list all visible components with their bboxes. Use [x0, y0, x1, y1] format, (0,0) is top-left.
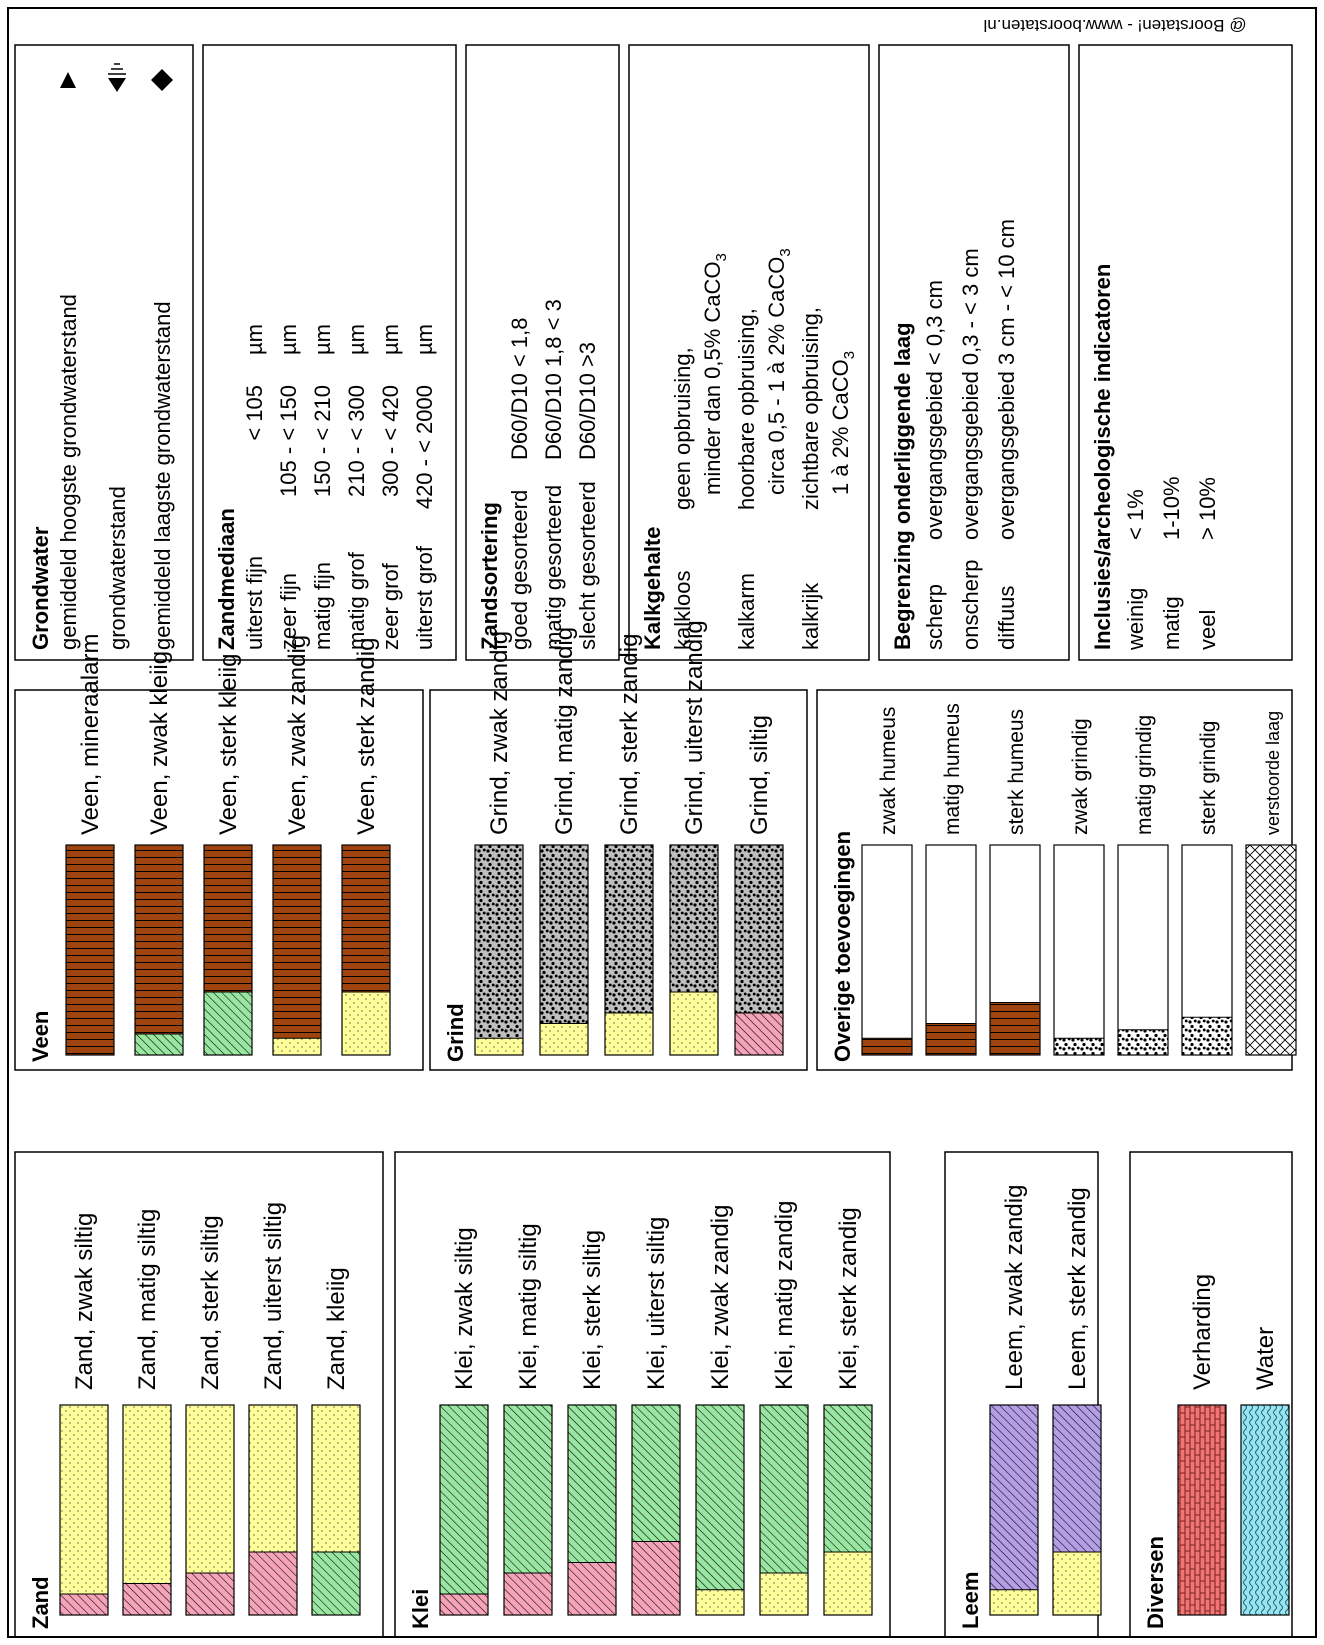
item-label: Grind, siltig [746, 714, 773, 835]
column-body-pattern [204, 845, 252, 992]
grondwater-label: grondwaterstand [105, 486, 130, 650]
column-overig-pattern [1182, 1017, 1232, 1055]
credit-text: @ Boorstaten! - www.boorstaten.nl [983, 16, 1247, 35]
panel-begrenzing [879, 45, 1069, 660]
column-body-pattern [1053, 1405, 1101, 1552]
column-klei [760, 1405, 808, 1615]
item-label: Leem, zwak zandig [1001, 1184, 1028, 1390]
zandsortering-name: goed gesorteerd [507, 489, 532, 650]
item-label: Veen, zwak kleiig [146, 650, 173, 835]
column-veen [66, 845, 114, 1055]
column-diversen-pattern [1241, 1405, 1289, 1615]
column-overig-pattern [990, 1003, 1040, 1056]
inclusies-value: 1-10% [1159, 476, 1184, 540]
column-grind [605, 845, 653, 1055]
panel-grondwater-title: Grondwater [28, 526, 53, 650]
column-grind [735, 845, 783, 1055]
panel-veen [15, 634, 423, 1070]
zandmediaan-unit: µm [310, 323, 335, 355]
inclusies-name: matig [1159, 596, 1184, 650]
column-top-pattern [1053, 1552, 1101, 1615]
column-leem [990, 1405, 1038, 1615]
water-level-icon [108, 64, 126, 92]
kalkgehalte-amount: minder dan 0,5% CaCO$_3$ [700, 253, 730, 495]
item-label: sterk humeus [1005, 708, 1028, 835]
zandmediaan-unit: µm [344, 323, 369, 355]
item-label: Klei, sterk zandig [835, 1207, 862, 1390]
column-top-pattern [540, 1024, 588, 1056]
zandmediaan-range: 150 - < 210 [310, 385, 335, 497]
item-label: Zand, uiterst siltig [260, 1201, 287, 1390]
kalkgehalte-name: kalkarm [734, 572, 759, 650]
panel-kalkgehalte-title: Kalkgehalte [640, 526, 665, 650]
panel-klei-title: Klei [408, 1588, 433, 1629]
column-klei [632, 1405, 680, 1615]
column-overig-pattern [1054, 1038, 1104, 1055]
column-body-pattern [66, 845, 114, 1055]
grondwater-label: gemiddeld hoogste grondwaterstand [56, 294, 81, 650]
column-grind [475, 845, 523, 1055]
column-klei [504, 1405, 552, 1615]
diamond-icon [151, 69, 173, 91]
item-label: Klei, matig zandig [771, 1200, 798, 1390]
column-zand [312, 1405, 360, 1615]
column-top-pattern [204, 992, 252, 1055]
item-label: Zand, kleiig [323, 1267, 350, 1390]
kalkgehalte-amount: 1 à 2% CaCO$_3$ [828, 350, 858, 495]
begrenzing-value: overgangsgebied < 0,3 cm [922, 280, 947, 540]
column-overig-pattern [926, 1024, 976, 1056]
inclusies-value: > 10% [1195, 477, 1220, 540]
item-label: Veen, sterk zandig [353, 637, 380, 835]
kalkgehalte-amount: circa 0,5 - 1 à 2% CaCO$_3$ [764, 248, 794, 495]
column-zand [60, 1405, 108, 1615]
panel-diversen [1130, 1152, 1292, 1637]
item-label: Grind, uiterst zandig [681, 620, 708, 835]
column-top-pattern [135, 1034, 183, 1055]
panel-zandsortering-title: Zandsortering [477, 502, 502, 650]
column-zand [186, 1405, 234, 1615]
zandsortering-value: D60/D10 < 1,8 [507, 317, 532, 460]
column-top-pattern [632, 1542, 680, 1616]
panel-zand [15, 1152, 383, 1637]
column-top-pattern [312, 1552, 360, 1615]
begrenzing-value: overgangsgebied 0,3 - < 3 cm [958, 248, 983, 540]
zandmediaan-range: 210 - < 300 [344, 385, 369, 497]
begrenzing-name: diffuus [994, 585, 1019, 650]
item-label: zwak humeus [877, 706, 900, 835]
item-label: Klei, matig siltig [515, 1223, 542, 1390]
panel-inclusies-title: Inclusies/archeologische indicatoren [1090, 263, 1115, 650]
column-klei [824, 1405, 872, 1615]
panel-grind [430, 620, 807, 1070]
panel-leem [945, 1152, 1101, 1637]
item-label: Veen, sterk kleiig [215, 653, 242, 835]
column-body-pattern [60, 1405, 108, 1594]
column-overig-fill [1246, 845, 1296, 1055]
column-body-pattern [735, 845, 783, 1013]
item-label: Veen, mineraalarm [77, 633, 104, 835]
column-zand [249, 1405, 297, 1615]
panel-kalkgehalte [629, 45, 869, 660]
column-body-pattern [824, 1405, 872, 1552]
column-leem [1053, 1405, 1101, 1615]
grondwater-label: gemiddeld laagste grondwaterstand [150, 301, 175, 650]
column-body-pattern [670, 845, 718, 992]
inclusies-name: weinig [1123, 587, 1148, 650]
item-label: Klei, zwak zandig [707, 1204, 734, 1390]
triangle-icon [60, 72, 76, 88]
panel-leem-title: Leem [958, 1571, 983, 1629]
column-overig-base [1118, 845, 1168, 1055]
item-label: Grind, matig zandig [551, 626, 578, 835]
column-body-pattern [504, 1405, 552, 1573]
column-veen [342, 845, 390, 1055]
item-label: Zand, sterk siltig [197, 1215, 224, 1390]
column-klei [568, 1405, 616, 1615]
panel-inclusies [1079, 45, 1292, 660]
kalkgehalte-name: kalkrijk [798, 582, 823, 650]
column-body-pattern [632, 1405, 680, 1542]
column-veen [273, 845, 321, 1055]
column-grind [540, 845, 588, 1055]
column-body-pattern [249, 1405, 297, 1552]
panel-klei [395, 1152, 890, 1637]
item-label: Water [1252, 1326, 1279, 1390]
column-top-pattern [990, 1590, 1038, 1615]
column-top-pattern [273, 1038, 321, 1055]
panel-overige-toevoegingen [817, 690, 1296, 1070]
column-body-pattern [342, 845, 390, 992]
column-klei [440, 1405, 488, 1615]
zandmediaan-unit: µm [412, 323, 437, 355]
column-zand [123, 1405, 171, 1615]
zandmediaan-name: uiterst fijn [242, 555, 267, 650]
item-label: Klei, uiterst siltig [643, 1216, 670, 1390]
item-label: zwak grindig [1069, 718, 1092, 835]
column-body-pattern [123, 1405, 171, 1584]
column-top-pattern [568, 1563, 616, 1616]
column-veen [204, 845, 252, 1055]
panel-veen-title: Veen [28, 1010, 53, 1062]
column-body-pattern [990, 1405, 1038, 1590]
zandmediaan-range: 420 - < 2000 [412, 385, 437, 510]
item-label: Verharding [1189, 1273, 1216, 1390]
item-label: matig grindig [1133, 714, 1156, 835]
panel-grind-title: Grind [443, 1003, 468, 1062]
column-body-pattern [540, 845, 588, 1024]
kalkgehalte-description: zichtbare opbruising, [798, 306, 823, 510]
zandmediaan-name: zeer grof [378, 563, 403, 650]
column-body-pattern [273, 845, 321, 1038]
column-top-pattern [824, 1552, 872, 1615]
inclusies-name: veel [1195, 609, 1220, 650]
column-top-pattern [249, 1552, 297, 1615]
zandsortering-name: slecht gesorteerd [575, 481, 600, 650]
zandmediaan-range: 105 - < 150 [276, 385, 301, 497]
item-label: sterk grindig [1197, 720, 1220, 835]
legend-content [15, 45, 1296, 1637]
column-grind [670, 845, 718, 1055]
zandmediaan-name: matig fijn [310, 561, 335, 650]
column-top-pattern [670, 992, 718, 1055]
column-overig-pattern [862, 1038, 912, 1055]
zandmediaan-unit: µm [276, 323, 301, 355]
column-top-pattern [605, 1013, 653, 1055]
kalkgehalte-subscript: 3 [841, 350, 858, 360]
panel-overig-title: Overige toevoegingen [830, 830, 855, 1062]
item-label: Veen, zwak zandig [284, 634, 311, 835]
zandmediaan-range: < 105 [242, 385, 267, 441]
column-body-pattern [605, 845, 653, 1013]
zandmediaan-name: matig grof [344, 552, 369, 650]
column-top-pattern [60, 1594, 108, 1615]
panel-zand-title: Zand [28, 1576, 53, 1629]
zandsortering-value: D60/D10 1,8 < 3 [541, 299, 566, 460]
kalkgehalte-name: kalkloos [670, 570, 695, 650]
outer-frame [8, 8, 1316, 1637]
kalkgehalte-description: hoorbare opbruising, [734, 308, 759, 510]
item-label: Zand, matig siltig [134, 1208, 161, 1390]
item-label: Klei, zwak siltig [451, 1227, 478, 1390]
item-label: Grind, sterk zandig [616, 633, 643, 835]
zandmediaan-name: zeer fijn [276, 572, 301, 650]
column-diversen-pattern [1178, 1405, 1226, 1615]
item-label: Grind, zwak zandig [486, 630, 513, 835]
item-label: Zand, zwak siltig [71, 1212, 98, 1390]
column-top-pattern [504, 1573, 552, 1615]
column-overig-base [1054, 845, 1104, 1055]
column-top-pattern [696, 1590, 744, 1615]
column-body-pattern [135, 845, 183, 1034]
panel-diversen-title: Diversen [1143, 1536, 1168, 1629]
column-top-pattern [123, 1584, 171, 1616]
kalkgehalte-subscript: 3 [777, 248, 794, 257]
column-body-pattern [475, 845, 523, 1038]
zandsortering-name: matig gesorteerd [541, 484, 566, 650]
column-veen [135, 845, 183, 1055]
panel-zandmediaan [203, 45, 456, 660]
zandmediaan-range: 300 - < 420 [378, 385, 403, 497]
kalkgehalte-subscript: 3 [713, 253, 730, 262]
column-klei [696, 1405, 744, 1615]
column-top-pattern [475, 1038, 523, 1055]
column-body-pattern [312, 1405, 360, 1552]
item-label: Leem, sterk zandig [1064, 1187, 1091, 1390]
panel-zandmediaan-title: Zandmediaan [214, 508, 239, 650]
zandmediaan-unit: µm [378, 323, 403, 355]
panel-zandsortering [466, 45, 619, 660]
zandsortering-value: D60/D10 >3 [575, 341, 600, 460]
column-overig-base [862, 845, 912, 1055]
column-body-pattern [186, 1405, 234, 1573]
column-body-pattern [696, 1405, 744, 1590]
panel-begrenzing-title: Begrenzing onderliggende laag [890, 322, 915, 650]
column-top-pattern [735, 1013, 783, 1055]
inclusies-value: < 1% [1123, 489, 1148, 540]
zandmediaan-name: uiterst grof [412, 546, 437, 650]
column-body-pattern [440, 1405, 488, 1594]
column-top-pattern [342, 992, 390, 1055]
column-body-pattern [568, 1405, 616, 1563]
zandmediaan-unit: µm [242, 323, 267, 355]
column-top-pattern [186, 1573, 234, 1615]
kalkgehalte-description: geen opbruising, [670, 347, 695, 510]
column-top-pattern [440, 1594, 488, 1615]
panel-grondwater [15, 45, 193, 660]
item-label: verstoorde laag [1263, 710, 1283, 835]
column-overig-pattern [1118, 1030, 1168, 1055]
begrenzing-value: overgangsgebied 3 cm - < 10 cm [994, 218, 1019, 540]
begrenzing-name: scherp [922, 583, 947, 650]
column-body-pattern [760, 1405, 808, 1573]
item-label: matig humeus [941, 703, 964, 835]
column-top-pattern [760, 1573, 808, 1615]
item-label: Klei, sterk siltig [579, 1229, 606, 1390]
begrenzing-name: onscherp [958, 559, 983, 650]
